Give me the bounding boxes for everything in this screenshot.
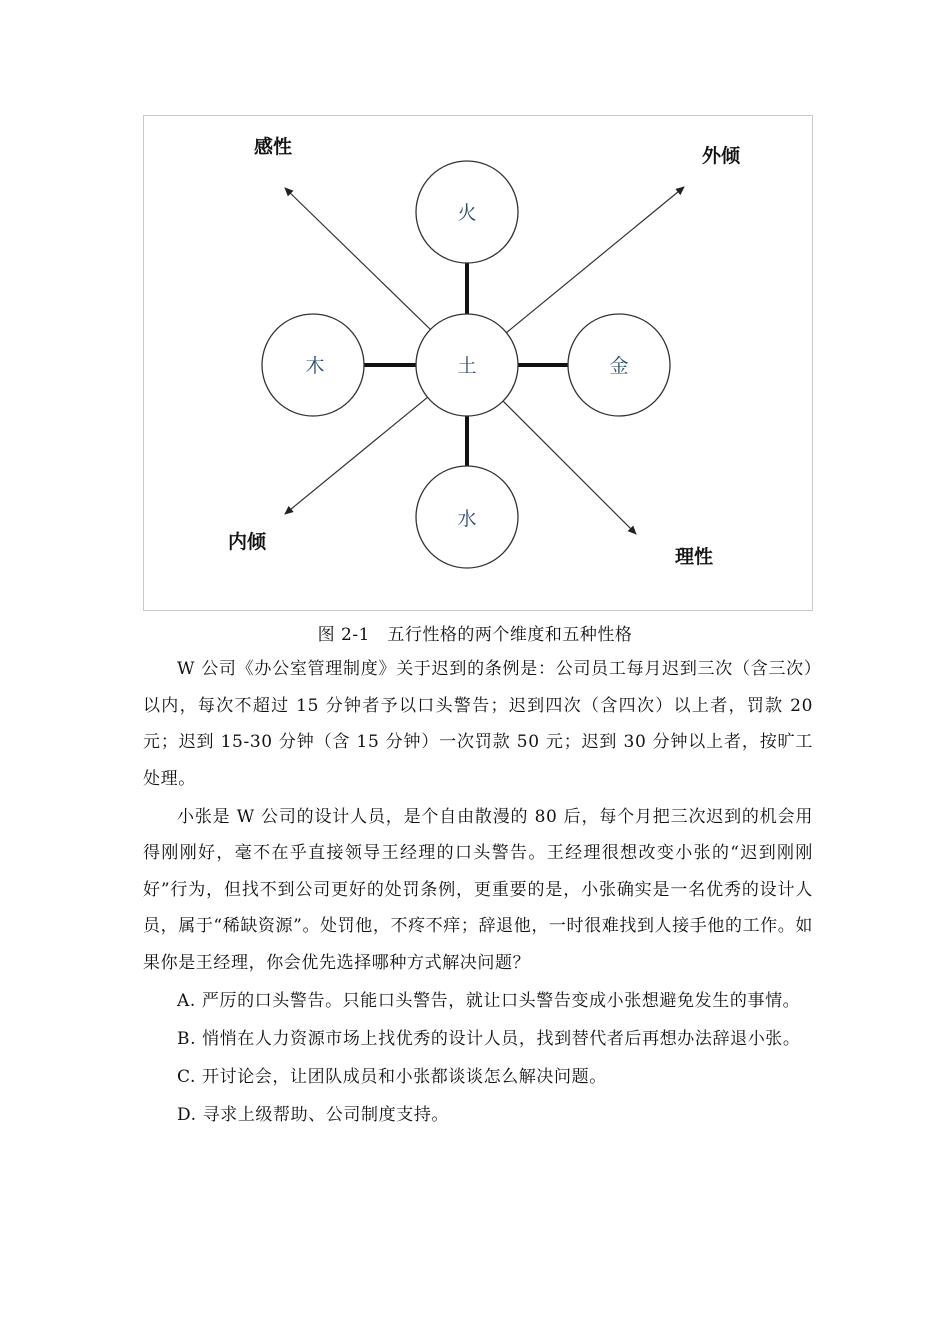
option-b: B. 悄悄在人力资源市场上找优秀的设计人员，找到替代者后再想办法辞退小张。 bbox=[177, 1028, 801, 1049]
paragraph-rule: W 公司《办公室管理制度》关于迟到的条例是：公司员工每月迟到三次（含三次）以内，每次不超过 15 分钟者予以口头警告；迟到四次（含四次）以上者，罚款 20 元；迟到 15-30 分钟（含 15 分钟）一次罚款 50 元；迟到 30 分钟以上者，按旷工处理。 bbox=[143, 659, 813, 789]
option-a: A. 严厉的口头警告。只能口头警告，就让口头警告变成小张想避免发生的事情。 bbox=[177, 990, 801, 1011]
paragraph-case: 小张是 W 公司的设计人员，是个自由散漫的 80 后，每个月把三次迟到的机会用得刚刚好，毫不在乎直接领导王经理的口头警告。王经理很想改变小张的“迟到刚刚好”行为，但找不到公司更好的处罚条例，更重要的是，小张确实是一名优秀的设计人员，属于“稀缺资源”。处罚他，不疼不痒；辞退他，一时很难找到人接手他的工作。如果你是王经理，你会优先选择哪种方式解决问题？ bbox=[143, 806, 813, 973]
label-wood: 木 bbox=[305, 355, 325, 377]
label-earth: 土 bbox=[457, 355, 477, 377]
five-elements-diagram bbox=[144, 116, 814, 612]
axis-label-emotional: 感性 bbox=[254, 136, 293, 158]
label-water: 水 bbox=[457, 508, 477, 530]
option-d: D. 寻求上级帮助、公司制度支持。 bbox=[177, 1104, 450, 1125]
axis-label-introverted: 内倾 bbox=[228, 531, 267, 553]
label-fire: 火 bbox=[457, 202, 477, 224]
axis-label-extroverted: 外倾 bbox=[702, 145, 741, 167]
label-metal: 金 bbox=[609, 355, 629, 377]
figure-caption: 图 2-1 五行性格的两个维度和五种性格 bbox=[317, 625, 633, 645]
body-text bbox=[143, 651, 813, 1133]
option-c: C. 开讨论会，让团队成员和小张都谈谈怎么解决问题。 bbox=[177, 1066, 607, 1087]
five-elements-figure bbox=[143, 115, 813, 611]
axis-label-rational: 理性 bbox=[675, 546, 714, 568]
